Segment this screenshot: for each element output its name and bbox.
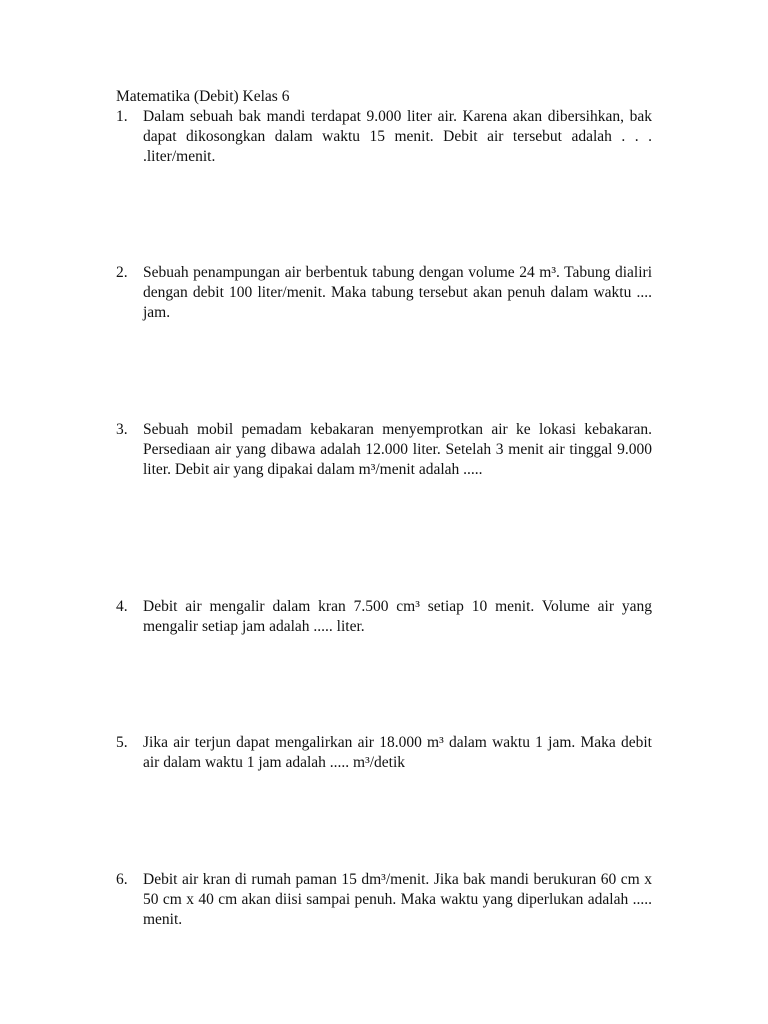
question-text: Jika air terjun dapat mengalirkan air 18.000 m³ dalam waktu 1 jam. Maka debit air dalam waktu 1 jam adalah ..... m³/detik [143,734,652,771]
question-number: 6. [116,871,128,888]
question-text: Dalam sebuah bak mandi terdapat 9.000 liter air. Karena akan dibersihkan, bak dapat dikosongkan dalam waktu 15 menit. Debit air tersebut adalah . . . .liter/menit. [143,108,652,165]
question-text: Debit air mengalir dalam kran 7.500 cm³ setiap 10 menit. Volume air yang mengalir setiap jam adalah ..... liter. [143,598,652,635]
question-1 [116,107,652,167]
question-number: 2. [116,264,128,281]
question-4 [116,597,652,637]
question-text: Sebuah mobil pemadam kebakaran menyemprotkan air ke lokasi kebakaran. Persediaan air yang dibawa adalah 12.000 liter. Setelah 3 menit air tinggal 9.000 liter. Debit air yang dipakai dalam m³/menit adalah ..... [143,421,652,478]
question-5 [116,733,652,773]
question-number: 4. [116,598,128,615]
question-6 [116,870,652,930]
question-number: 5. [116,734,128,751]
question-number: 1. [116,108,128,125]
question-text: Debit air kran di rumah paman 15 dm³/menit. Jika bak mandi berukuran 60 cm x 50 cm x 40 cm akan diisi sampai penuh. Maka waktu yang diperlukan adalah ..... menit. [143,871,652,928]
question-3 [116,420,652,480]
document-title: Matematika (Debit) Kelas 6 [116,88,290,105]
question-2 [116,263,652,323]
question-number: 3. [116,421,128,438]
question-text: Sebuah penampungan air berbentuk tabung dengan volume 24 m³. Tabung dialiri dengan debit 100 liter/menit. Maka tabung tersebut akan penuh dalam waktu .... jam. [143,264,652,321]
